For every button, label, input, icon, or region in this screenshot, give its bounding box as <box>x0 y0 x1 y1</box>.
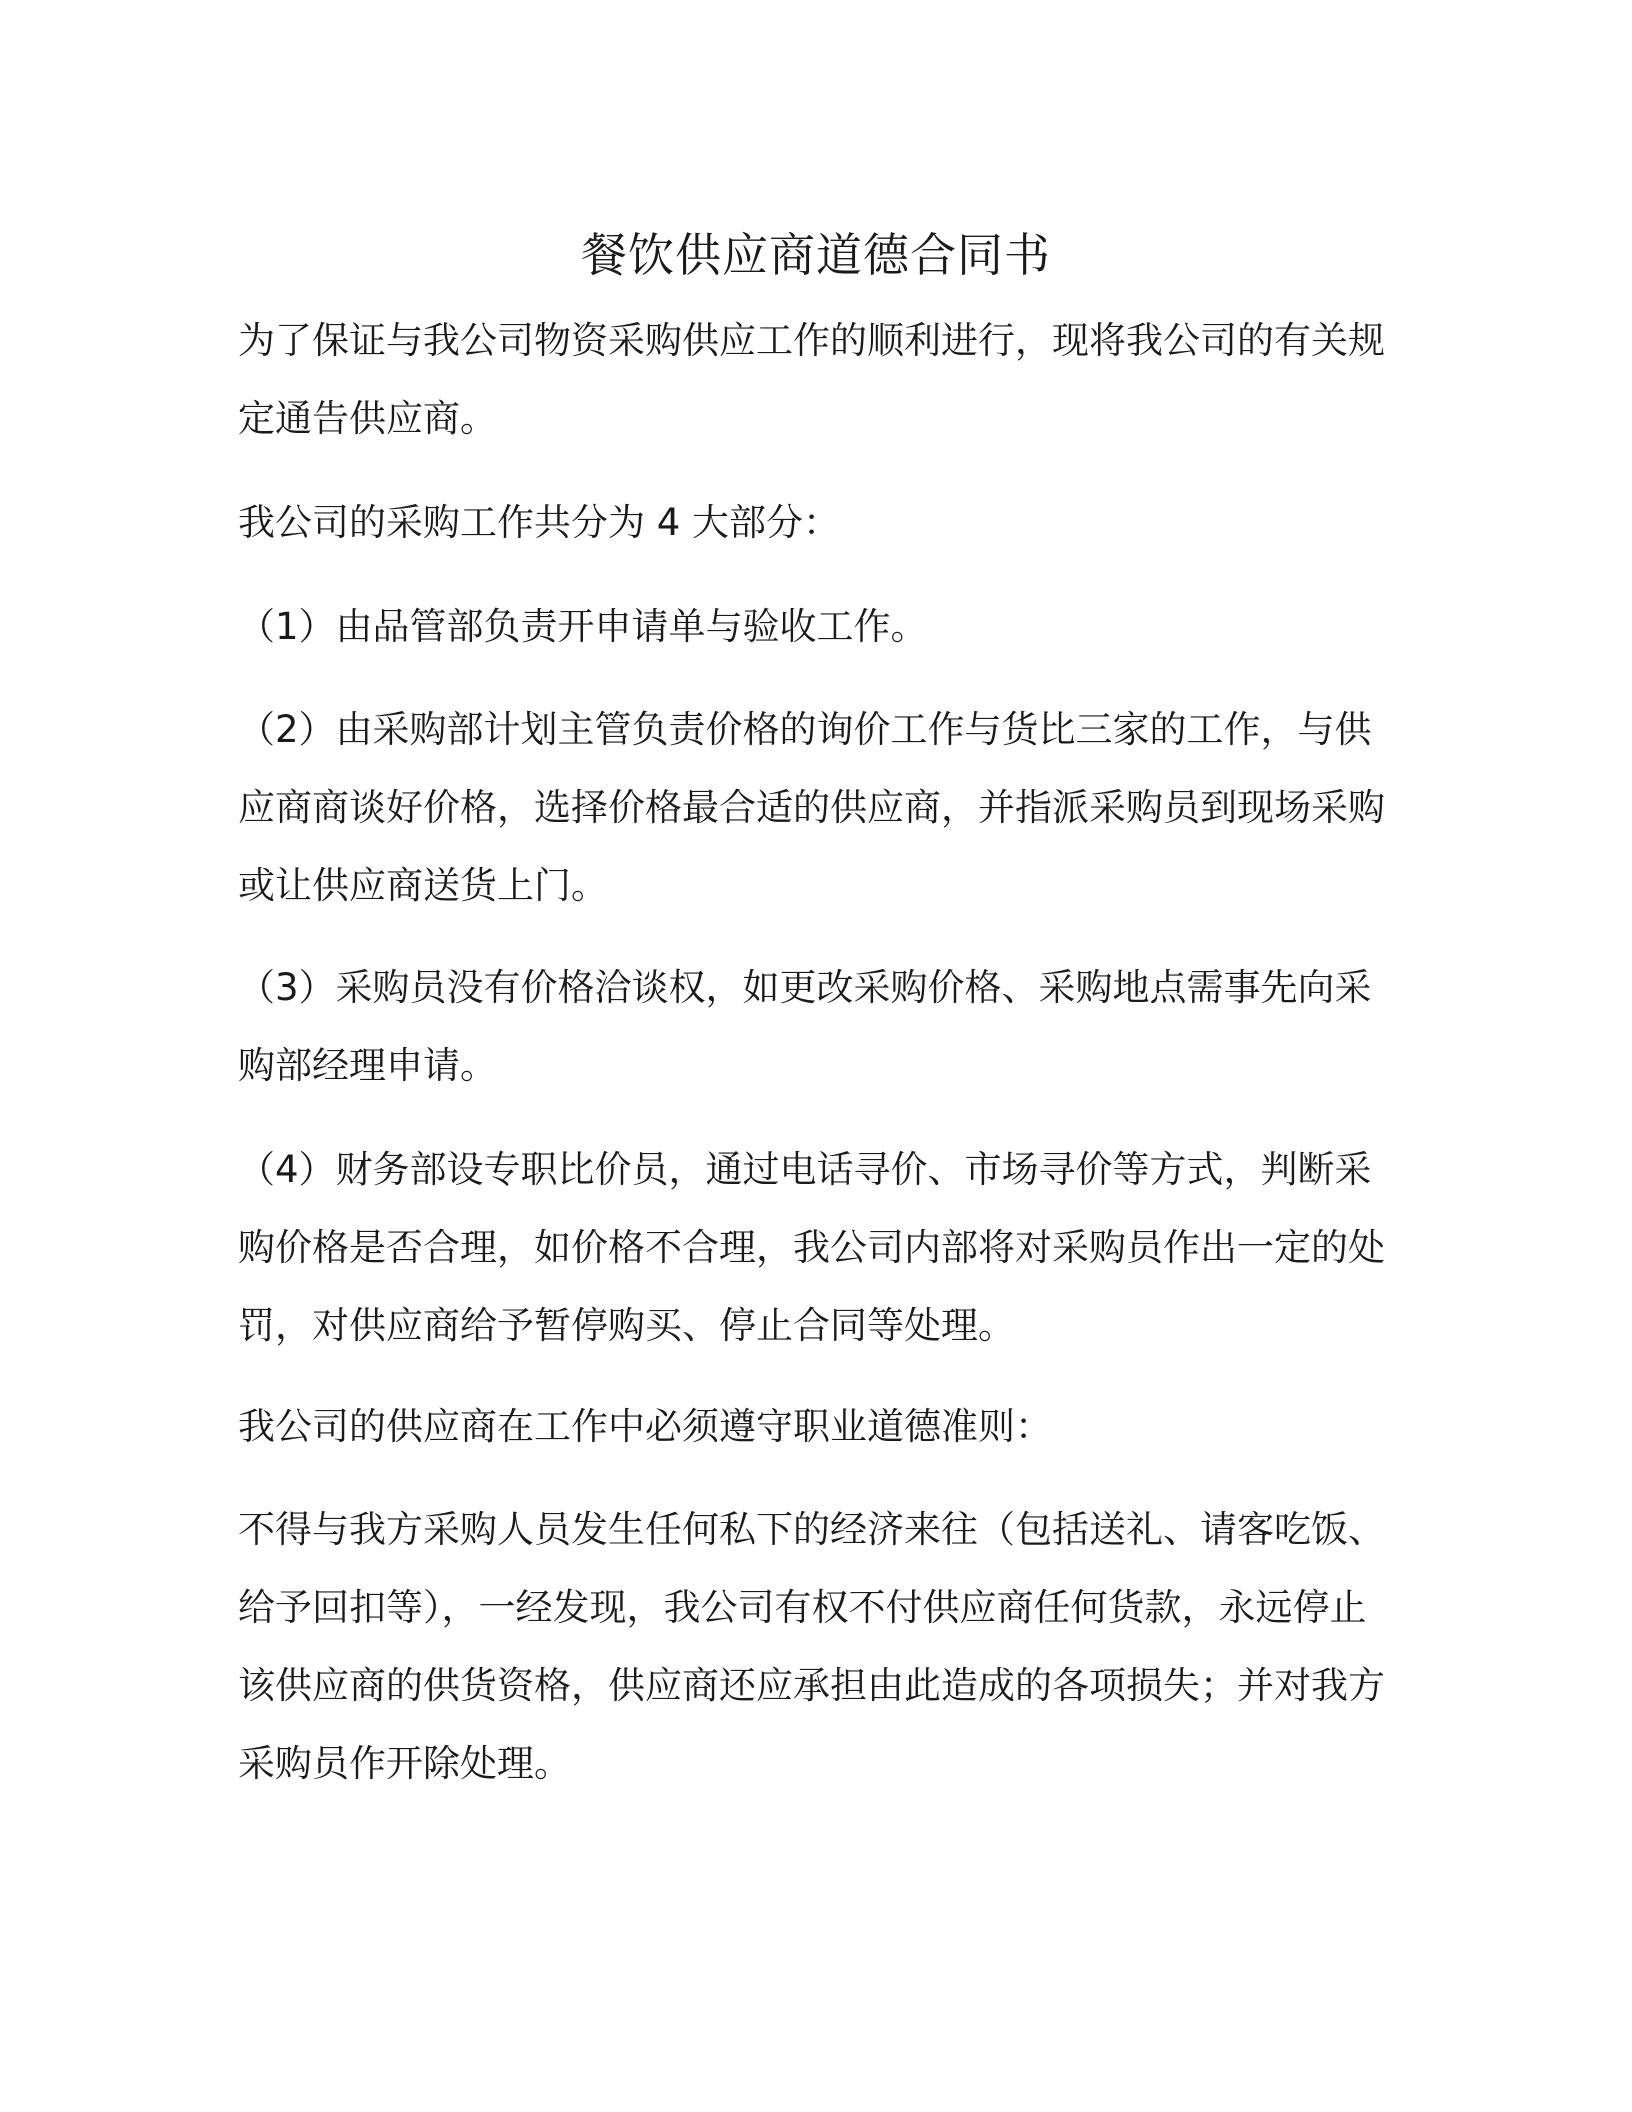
list-item-4: （4）财务部设专职比价员，通过电话寻价、市场寻价等方式，判断采购价格是否合理，如价格不合理，我公司内部将对采购员作出一定的处罚，对供应商给予暂停购买、停止合同等处理。 <box>238 1148 1385 1347</box>
list-item-1: （1）由品管部负责开申请单与验收工作。 <box>238 605 928 648</box>
ethics-heading: 我公司的供应商在工作中必须遵守职业道德准则： <box>238 1405 1052 1448</box>
list-item-3: （3）采购员没有价格洽谈权，如更改采购价格、采购地点需事先向采购部经理申请。 <box>238 966 1372 1087</box>
intro-paragraph: 为了保证与我公司物资采购供应工作的顺利进行，现将我公司的有关规定通告供应商。 <box>238 319 1385 440</box>
list-item-2: （2）由采购部计划主管负责价格的询价工作与货比三家的工作，与供应商商谈好价格，选择价格最合适的供应商，并指派采购员到现场采购或让供应商送货上门。 <box>238 708 1385 907</box>
ethics-paragraph: 不得与我方采购人员发生任何私下的经济来往（包括送礼、请客吃饭、给予回扣等），一经发现，我公司有权不付供应商任何货款，永远停止该供应商的供货资格，供应商还应承担由此造成的各项损失；并对我方采购员作开除处理。 <box>238 1508 1385 1785</box>
document-title: 餐饮供应商道德合同书 <box>581 227 1051 282</box>
section-summary: 我公司的采购工作共分为 4 大部分： <box>238 501 841 544</box>
